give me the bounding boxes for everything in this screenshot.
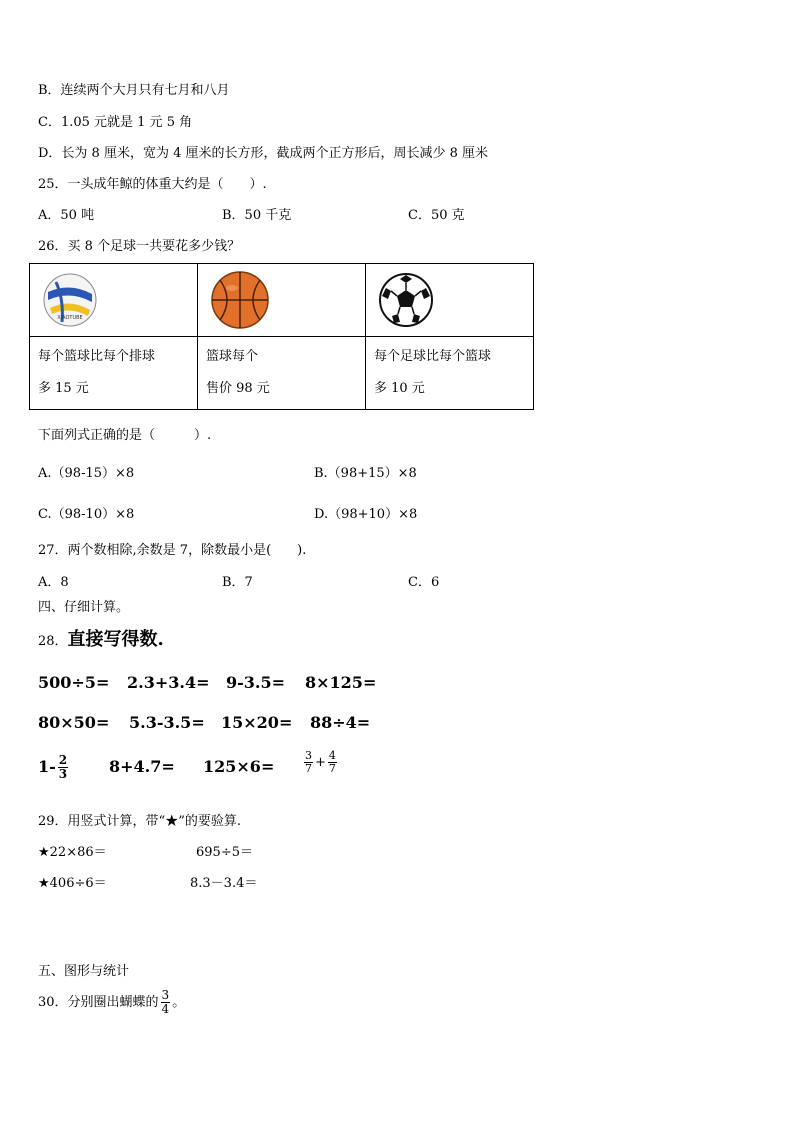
q24-option-d: D．长为 8 厘米，宽为 4 厘米的长方形，截成两个正方形后，周长减少 8 厘米: [38, 146, 489, 161]
q28-r3-d-fraction-2: [328, 750, 337, 775]
q28-heading: [38, 628, 164, 652]
q28-label: 28．: [38, 634, 68, 649]
q26-stem: 26．买 8 个足球一共要花多少钱？: [38, 239, 241, 254]
q26-price-table: [29, 263, 534, 410]
q28-r3-d-fraction-1: [304, 750, 313, 775]
q28-r3-d-denominator-2: 7: [328, 762, 336, 775]
q26-option-b: B.（98+15）×8: [314, 466, 417, 481]
q24-option-b: B．连续两个大月只有七月和八月: [38, 83, 230, 98]
q26-option-a: A.（98-15）×8: [38, 466, 135, 481]
q28-r3-d-numerator-2: 4: [328, 749, 336, 762]
q29-r2-b: 8.3－3.4＝: [190, 876, 258, 891]
basketball-cell: [198, 264, 366, 337]
q28-r2-d: 88÷4=: [310, 713, 371, 732]
volleyball-cell: [30, 264, 198, 337]
q30-stem: [38, 986, 185, 1020]
q28-r3-a-prefix: 1-: [38, 757, 56, 776]
q30-suffix: 。: [172, 995, 186, 1010]
q28-r1-d: 8×125=: [305, 673, 377, 692]
volleyball-icon: [42, 272, 98, 328]
section-5-heading: 五、图形与统计: [38, 964, 130, 979]
basketball-info-line2: 售价 98 元: [206, 381, 270, 396]
q28-r3-d-denominator-1: 7: [305, 762, 312, 775]
q28-r3-b: 8+4.7=: [109, 757, 175, 776]
soccer-ball-icon: [378, 272, 434, 328]
soccer-cell: [366, 264, 534, 337]
q28-r3-a-fraction: [58, 754, 68, 781]
q24-option-c: C．1.05 元就是 1 元 5 角: [38, 115, 193, 130]
q25-option-a: A．50 吨: [38, 208, 95, 223]
q27-option-c: C．6: [408, 575, 440, 590]
soccer-info: [366, 337, 534, 410]
q30-fraction: [161, 989, 171, 1016]
soccer-info-line1: 每个足球比每个篮球: [374, 349, 492, 364]
q30-prefix: 30．分别圈出蝴蝶的: [38, 995, 159, 1010]
volleyball-info-line1: 每个篮球比每个排球: [38, 349, 156, 364]
volleyball-brand: XIAOTUBE: [57, 315, 83, 321]
q28-r3-d: [302, 746, 339, 780]
q28-r2-c: 15×20=: [221, 713, 293, 732]
volleyball-info: [30, 337, 198, 410]
section-4-heading: 四、仔细计算。: [38, 600, 130, 615]
q26-question: 下面列式正确的是（ ）.: [38, 428, 212, 443]
q28-r1-b: 2.3+3.4=: [127, 673, 210, 692]
q27-option-b: B．7: [222, 575, 253, 590]
q28-r3-d-numerator-1: 3: [305, 749, 312, 762]
volleyball-info-line2: 多 15 元: [38, 381, 89, 396]
q26-option-c: C.（98-10）×8: [38, 507, 135, 522]
basketball-icon: [210, 270, 270, 330]
basketball-info-line1: 篮球每个: [206, 349, 259, 364]
q30-denominator: 4: [161, 1002, 170, 1016]
soccer-info-line2: 多 10 元: [374, 381, 425, 396]
q28-title: 直接写得数.: [67, 629, 164, 650]
q29-r2-a: ★406÷6＝: [38, 876, 107, 891]
q28-r3-a-numerator: 2: [58, 753, 68, 767]
q25-option-b: B．50 千克: [222, 208, 292, 223]
q28-r1-c: 9-3.5=: [226, 673, 286, 692]
q29-stem: 29．用竖式计算，带“★”的要验算.: [38, 814, 241, 829]
q28-r1-a: 500÷5=: [38, 673, 110, 692]
q28-r3-c: 125×6=: [203, 757, 275, 776]
q28-r2-b: 5.3-3.5=: [129, 713, 205, 732]
q29-r1-b: 695÷5＝: [196, 845, 253, 860]
q27-option-a: A．8: [38, 575, 69, 590]
basketball-info: [198, 337, 366, 410]
q29-r1-a: ★22×86＝: [38, 845, 107, 860]
q28-r2-a: 80×50=: [38, 713, 110, 732]
q27-stem: 27．两个数相除,余数是 7，除数最小是( ).: [38, 543, 307, 558]
q28-r3-a-denominator: 3: [58, 767, 68, 781]
q30-numerator: 3: [161, 988, 170, 1002]
q28-r3-d-operator: +: [315, 755, 326, 770]
q28-r3-a: [38, 752, 70, 782]
q25-stem: 25．一头成年鲸的体重大约是（ ）.: [38, 177, 267, 192]
q26-option-d: D.（98+10）×8: [314, 507, 418, 522]
q25-option-c: C．50 克: [408, 208, 465, 223]
